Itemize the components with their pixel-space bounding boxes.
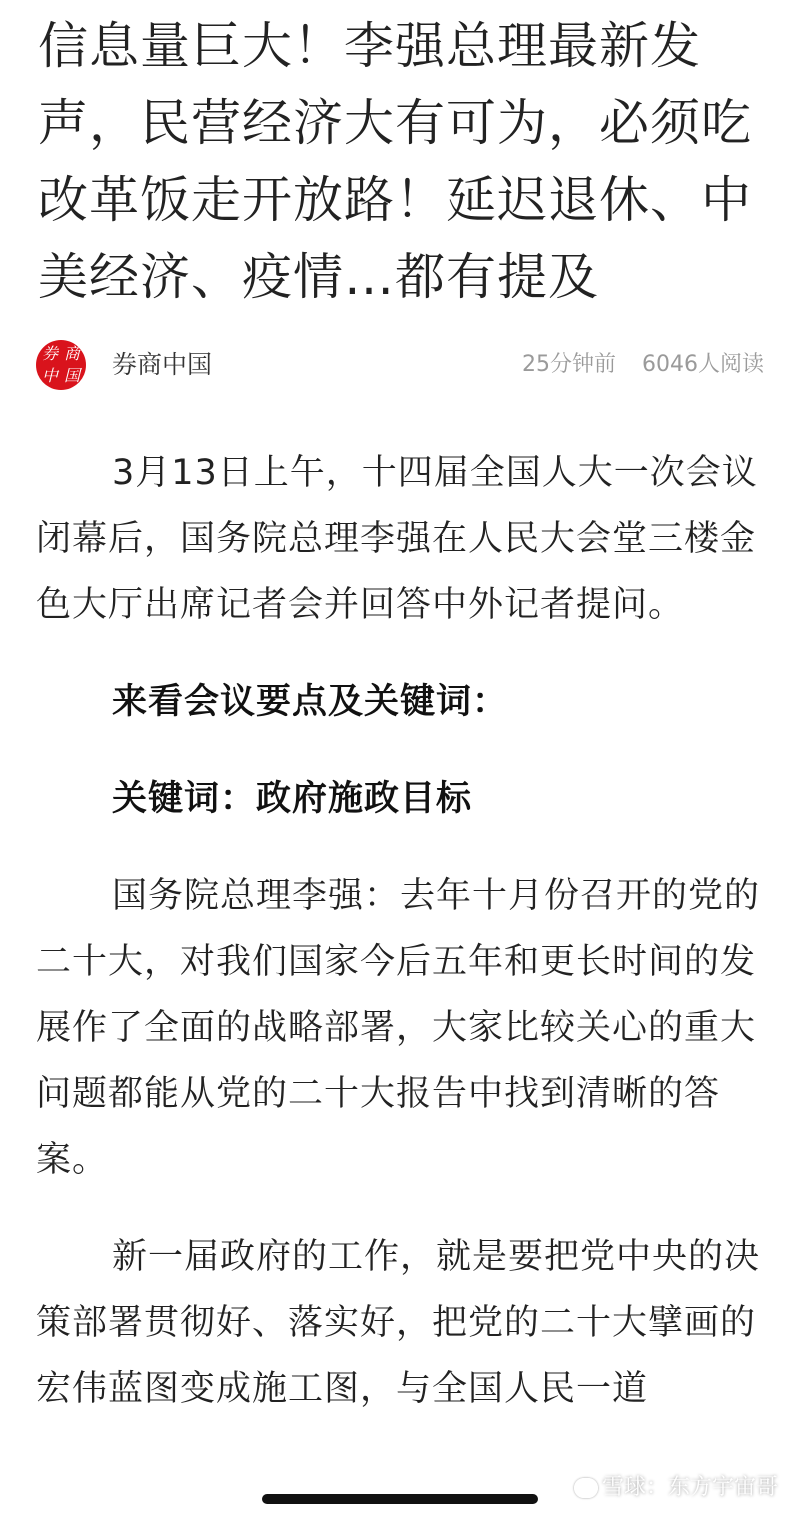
logo-char: 商 <box>63 344 80 363</box>
publish-time: 25分钟前 <box>522 352 616 377</box>
source-name[interactable]: 券商中国 <box>112 350 213 379</box>
source-logo[interactable] <box>36 340 86 390</box>
article-meta <box>36 340 766 390</box>
snowball-icon <box>574 1478 598 1498</box>
logo-char: 券 <box>41 344 58 363</box>
home-indicator[interactable] <box>262 1494 538 1504</box>
paragraph: 3月13日上午，十四届全国人大一次会议闭幕后，国务院总理李强在人民大会堂三楼金色大厅出席记者会并回答中外记者提问。 <box>36 453 758 625</box>
paragraph: 新一届政府的工作，就是要把党中央的决策部署贯彻好、落实好，把党的二十大擘画的宏伟蓝图变成施工图，与全国人民一道 <box>36 1237 761 1409</box>
watermark <box>574 1473 778 1503</box>
keyword-heading: 关键词：政府施政目标 <box>112 779 473 819</box>
read-count: 6046人阅读 <box>642 352 764 377</box>
logo-char: 国 <box>63 366 80 385</box>
section-heading: 来看会议要点及关键词： <box>112 682 509 722</box>
article-headline: 信息量巨大！李强总理最新发声，民营经济大有可为，必须吃改革饭走开放路！延迟退休、中美经济、疫情…都有提及 <box>38 17 752 306</box>
article-body <box>36 440 768 1453</box>
article-stats <box>522 348 764 382</box>
logo-char: 中 <box>41 366 58 385</box>
paragraph: 国务院总理李强：去年十月份召开的党的二十大，对我们国家今后五年和更长时间的发展作了全面的战略部署，大家比较关心的重大问题都能从党的二十大报告中找到清晰的答案。 <box>36 876 761 1180</box>
watermark-text: 雪球：东方宇宙哥 <box>601 1475 778 1500</box>
